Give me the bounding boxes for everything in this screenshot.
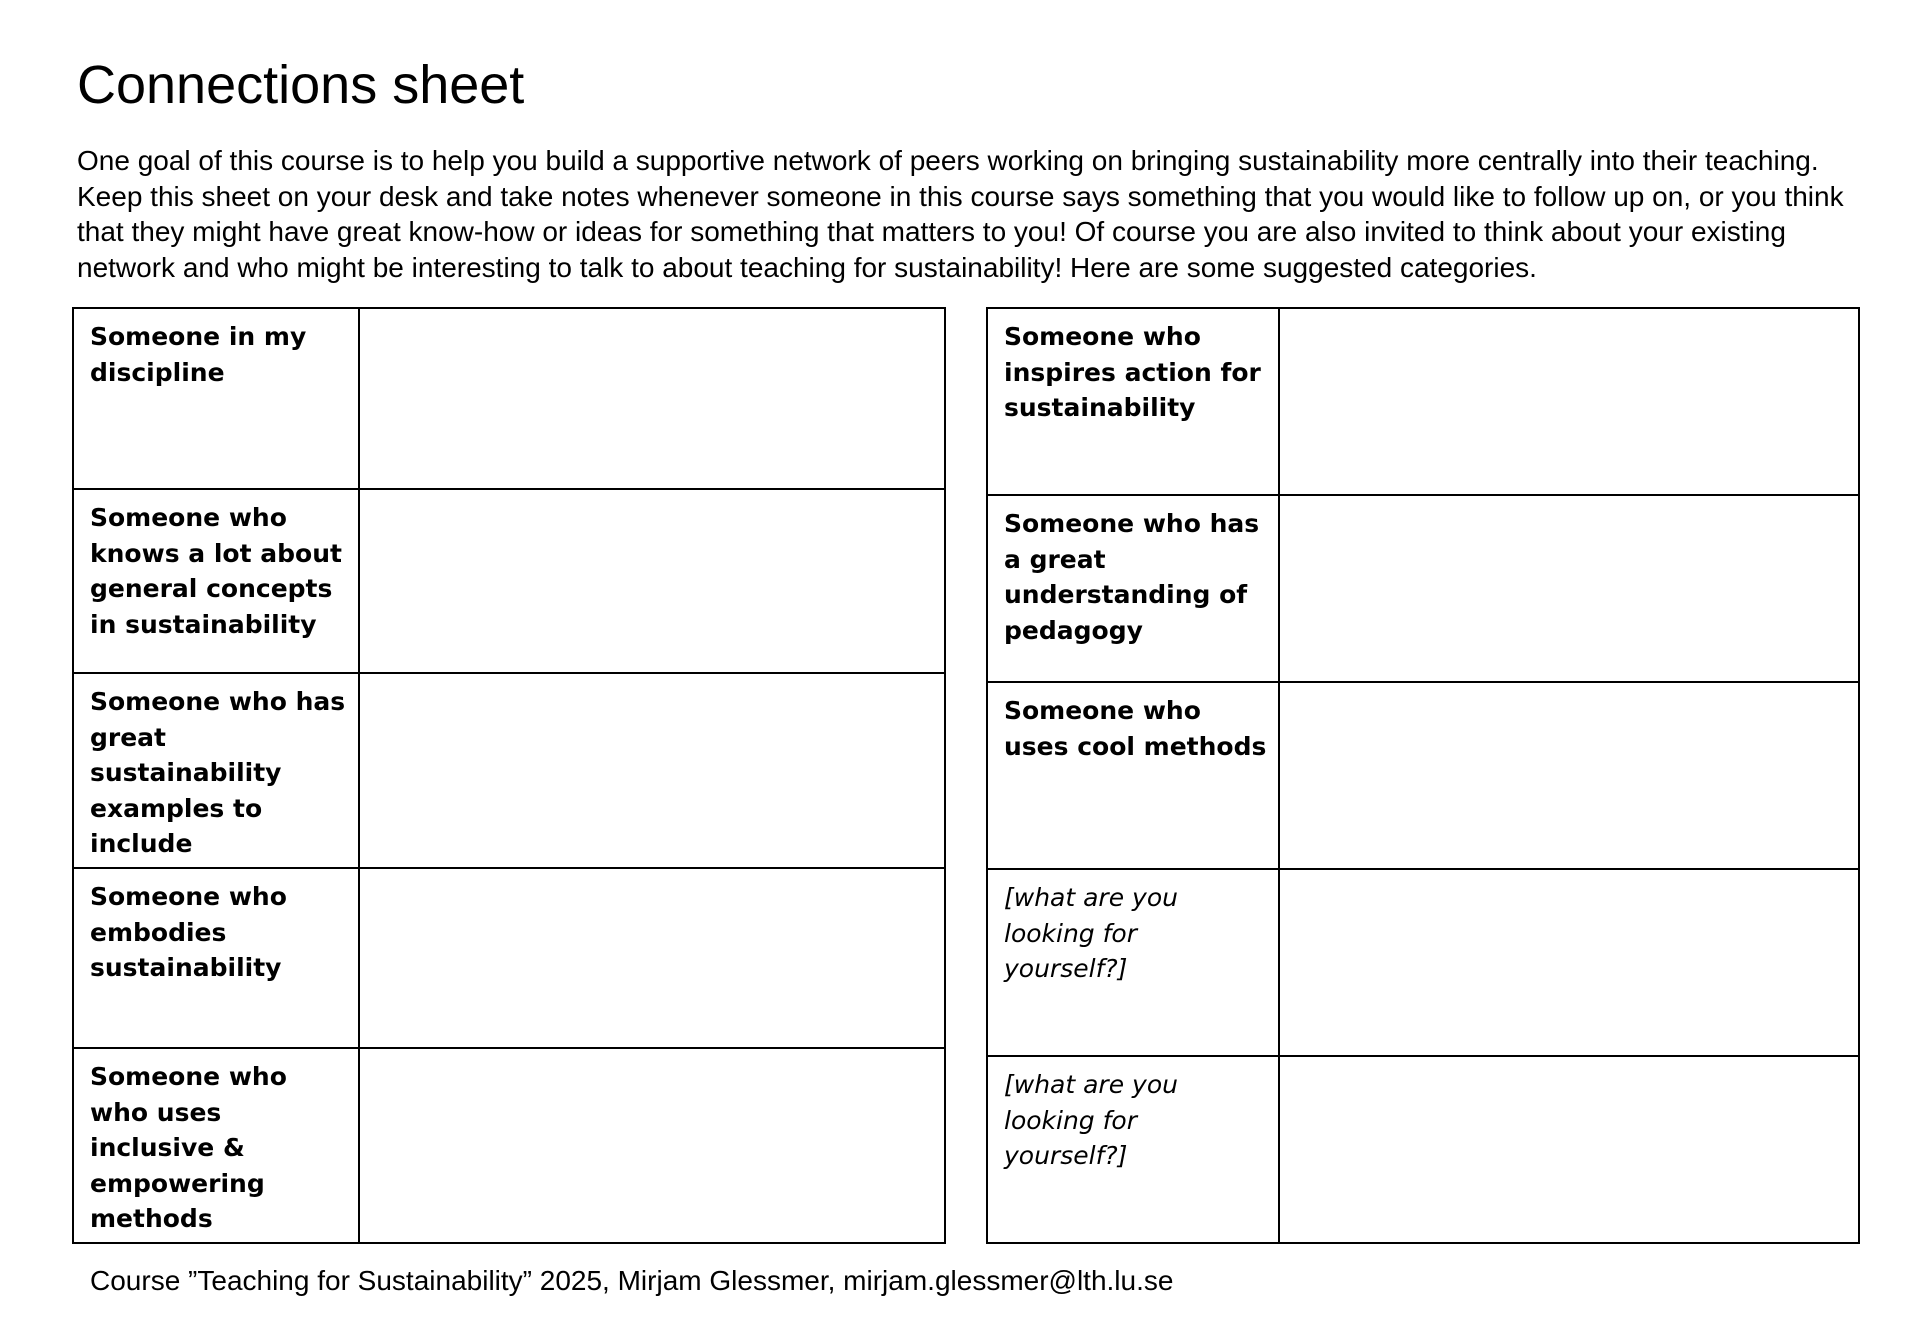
table-row — [73, 1048, 945, 1243]
notes-cell[interactable] — [1279, 682, 1859, 869]
notes-cell[interactable] — [359, 308, 945, 489]
category-label: Someone who embodies sustainability — [73, 868, 359, 1048]
table-row — [987, 1056, 1859, 1243]
notes-cell[interactable] — [1279, 495, 1859, 682]
category-label: Someone who has a great understanding of pedagogy — [987, 495, 1279, 682]
notes-cell[interactable] — [1279, 869, 1859, 1056]
right-categories-table — [986, 307, 1860, 1244]
table-row — [987, 495, 1859, 682]
category-label: Someone in my discipline — [73, 308, 359, 489]
notes-cell[interactable] — [1279, 308, 1859, 495]
category-label: Someone who who uses inclusive & empowering methods — [73, 1048, 359, 1243]
notes-cell[interactable] — [359, 673, 945, 868]
category-label: Someone who has great sustainability examples to include — [73, 673, 359, 868]
category-label: Someone who knows a lot about general concepts in sustainability — [73, 489, 359, 673]
table-row — [987, 682, 1859, 869]
category-label: Someone who inspires action for sustainability — [987, 308, 1279, 495]
category-label: [what are you looking for yourself?] — [987, 1056, 1279, 1243]
intro-paragraph: One goal of this course is to help you build a supportive network of peers working on bringing sustainability more centrally into their teaching. Keep this sheet on your desk and take notes whenever someone in this course says something that you would like to follow up on, or you think that they might have great know-how or ideas for something that matters to you! Of course you are also invited to think about your existing network and who might be interesting to talk to about teaching for sustainability! Here are some suggested categories. — [77, 145, 1844, 283]
left-categories-table — [72, 307, 946, 1244]
table-row — [73, 489, 945, 673]
table-row — [73, 868, 945, 1048]
table-row — [73, 673, 945, 868]
notes-cell[interactable] — [359, 489, 945, 673]
table-row — [73, 308, 945, 489]
category-label: [what are you looking for yourself?] — [987, 869, 1279, 1056]
table-row — [987, 308, 1859, 495]
notes-cell[interactable] — [359, 868, 945, 1048]
table-row — [987, 869, 1859, 1056]
category-label: Someone who uses cool methods — [987, 682, 1279, 869]
footer-credit: Course ”Teaching for Sustainability” 2025, Mirjam Glessmer, mirjam.glessmer@lth.lu.se — [90, 1265, 1174, 1296]
page-title: Connections sheet — [77, 55, 525, 115]
notes-cell[interactable] — [359, 1048, 945, 1243]
notes-cell[interactable] — [1279, 1056, 1859, 1243]
